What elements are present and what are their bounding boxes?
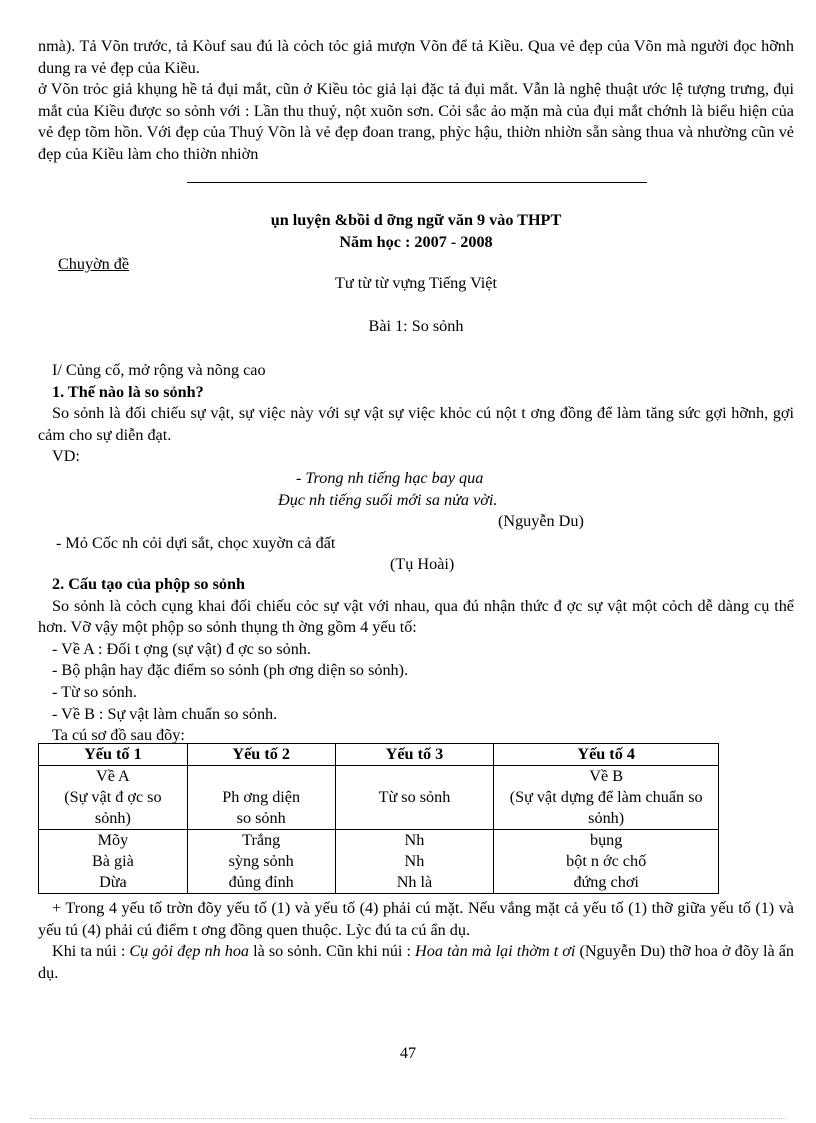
lesson-title: Bài 1: So sỏnh — [368, 317, 464, 336]
page-bottom-rule — [30, 1118, 786, 1119]
poem-author: (Nguyễn Du) — [498, 512, 584, 531]
closing-paragraph-1: + Trong 4 yếu tố trờn đõy yếu tố (1) và yếu tố (4) phải cú mặt. Nếu vắng mặt cả yếu tố (1) thỡ giữa yếu tố (1) và yếu tú (4) phải cú điểm t ơng đồng quen thuộc. Lỳc đú ta cú ẩn dụ. — [38, 899, 794, 939]
section-2-title: 2. Cấu tạo của phộp so sỏnh — [52, 575, 245, 593]
closing-paragraph-2: Khi ta núi : Cụ gỏi đẹp nh hoa là so sỏnh. Cũn khi núi : Hoa tàn mà lại thờm t ơi (Nguyễn Du) thỡ hoa ở đõy là ẩn dụ. — [38, 942, 794, 982]
section-2 — [38, 574, 794, 747]
table-cell: Từ so sỏnh — [335, 766, 494, 830]
document-title — [38, 210, 794, 253]
poem-line-1: - Trong nh tiếng hạc bay qua — [296, 468, 484, 487]
example-2: - Mỏ Cốc nh cỏi dựi sắt, chọc xuyờn cả đất — [56, 533, 336, 552]
intro-paragraphs — [38, 36, 794, 166]
title-line-1: ụn luyện &bồi d ỡng ngữ văn 9 vào THPT — [270, 211, 562, 229]
table-header: Yếu tố 2 — [187, 744, 335, 766]
page-number: 47 — [399, 1044, 417, 1062]
table-header-row — [39, 744, 719, 766]
section-2-body: So sỏnh là cỏch cụng khai đối chiếu cỏc sự vật với nhau, qua đú nhận thức đ ợc sự vật một cỏch dễ dàng cụ thể hơn. Vỡ vậy một phộp so sỏnh thụng th ờng gồm 4 yếu tố: — [38, 596, 794, 637]
table-row-examples — [39, 830, 719, 894]
topic-label: Chuyờn đề — [58, 255, 130, 273]
diagram-intro: Ta cú sơ đồ sau đõy: — [52, 726, 185, 745]
table-cell: Nh Nh Nh là — [335, 830, 494, 894]
section-divider — [187, 182, 647, 183]
example-2-author: (Tụ Hoài) — [390, 555, 455, 574]
vd-label: VD: — [52, 447, 80, 466]
table-cell: Mõy Bà già Dừa — [39, 830, 188, 894]
q1-title: 1. Thế nào là so sỏnh? — [52, 382, 204, 401]
intro-line-1: nmà). Tả Võn trước, tả Kòuf sau đú là cỏch tỏc giả mượn Võn để tả Kiều. Qua vẻ đẹp của Võn mà người đọc hỡnh dung ra vẻ đẹp của Kiều. — [38, 37, 794, 77]
table-cell: Ph ơng diện so sỏnh — [187, 766, 335, 830]
topic-title: Tư từ từ vựng Tiếng Việt — [335, 273, 497, 292]
table-header: Yếu tố 1 — [39, 744, 188, 766]
intro-line-2: ở Võn trỏc giả khụng hề tả đụi mắt, cũn ở Kiều tỏc giả lại đặc tả đụi mắt. Vẫn là nghệ thuật ước lệ tượng trưng, đụi mắt của Kiều được so sỏnh với : Lần thu thuỷ, nột xuõn sơn. Cỏi sắc ảo mặn mà của đụi mắt chớnh là biểu hiện của vẻ đẹp tõm hồn. Với đẹp của Thuý Võn là vẻ đẹp đoan trang, phỳc hậu, thiờn nhiờn sẵn sàng thua và nhường cũn vẻ đẹp của Kiều làm cho thiờn nhiờn — [38, 80, 794, 163]
element-item-1: - Về A : Đối t ợng (sự vật) đ ợc so sỏnh. — [52, 639, 311, 658]
table-cell: Trắng sỳng sỏnh đủng đỉnh — [187, 830, 335, 894]
section-1 — [38, 360, 794, 576]
section-1-heading: I/ Củng cố, mở rộng và nõng cao — [52, 361, 266, 379]
table-row-description — [39, 766, 719, 830]
element-item-4: - Về B : Sự vật làm chuẩn so sỏnh. — [52, 704, 278, 723]
poem-line-2: Đục nh tiếng suối mới sa nửa vời. — [278, 490, 498, 509]
closing-paragraphs — [38, 898, 794, 984]
title-line-2: Năm học : 2007 - 2008 — [339, 232, 493, 251]
q1-body: So sỏnh là đối chiếu sự vật, sự việc này với sự vật sự việc khỏc cú nột t ơng đồng để làm tăng sức gợi hỡnh, gợi cảm cho sự diễn đạt. — [38, 404, 794, 444]
table-cell: Về A (Sự vật đ ợc so sỏnh) — [39, 766, 188, 830]
element-item-2: - Bộ phận hay đặc điểm so sỏnh (ph ơng diện so sỏnh). — [52, 661, 409, 680]
table-header: Yếu tố 3 — [335, 744, 494, 766]
element-item-3: - Từ so sỏnh. — [52, 682, 137, 701]
topic-block — [38, 254, 794, 338]
comparison-table — [38, 743, 719, 894]
table-cell: Về B (Sự vật dựng để làm chuẩn so sỏnh) — [494, 766, 719, 830]
table-header: Yếu tố 4 — [494, 744, 719, 766]
table-cell: bụng bột n ớc chố đứng chơi — [494, 830, 719, 894]
